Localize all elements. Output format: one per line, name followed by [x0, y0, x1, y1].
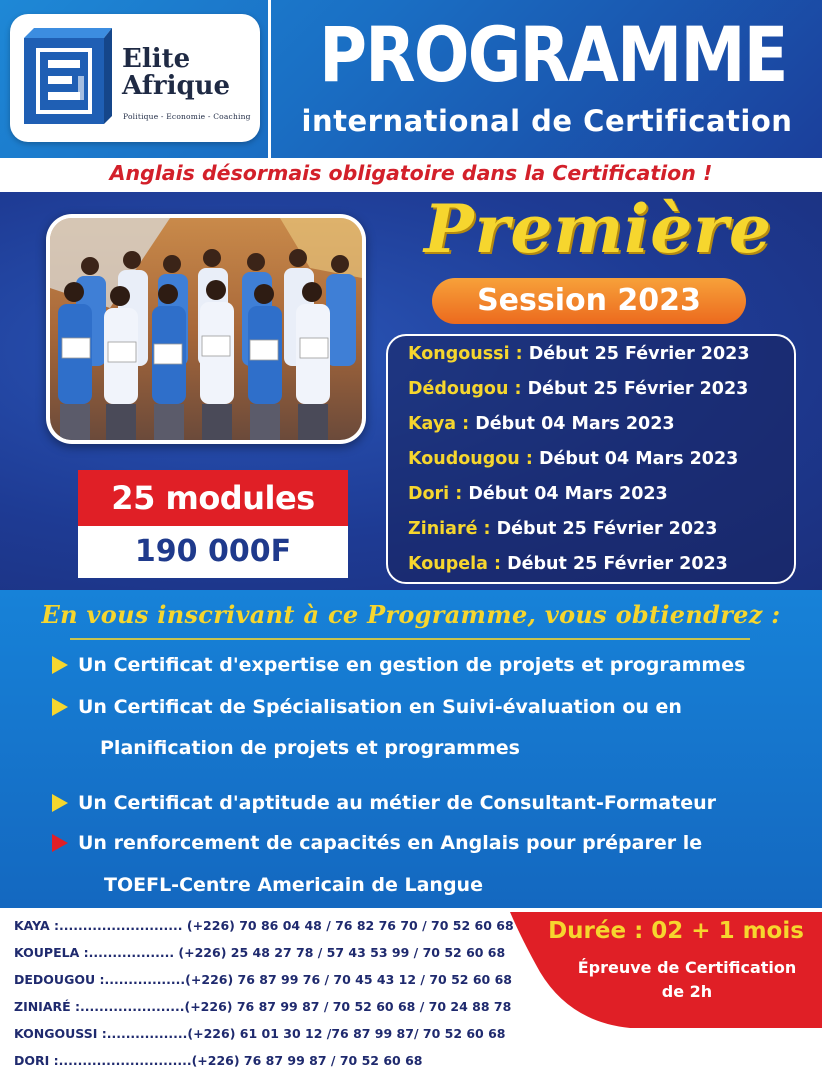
graduates-photo-frame — [46, 214, 366, 444]
contact-line: KAYA :.......................... (+226) 70 86 04 48 / 76 82 76 70 / 70 52 60 68 — [14, 918, 514, 933]
benefit-item: Un renforcement de capacités en Anglais pour préparer le — [78, 832, 703, 854]
city-name: Koupela : — [408, 554, 502, 574]
city-row — [408, 519, 717, 539]
benefit-item-continued: Planification de projets et programmes — [100, 737, 520, 759]
city-date: Début 25 Février 2023 — [528, 344, 750, 364]
logo-tagline: Politique - Economie - Coaching — [123, 112, 251, 121]
slogan-text: Anglais désormais obligatoire dans la Certification ! — [109, 161, 713, 185]
benefit-item: Un Certificat d'expertise en gestion de projets et programmes — [78, 654, 746, 676]
contact-line: DEDOUGOU :.................(+226) 76 87 99 76 / 70 45 43 12 / 70 52 60 68 — [14, 972, 512, 987]
elite-afrique-logo-icon — [24, 28, 112, 128]
premiere-heading: Première — [423, 190, 773, 268]
city-schedule-box — [386, 334, 796, 584]
yellow-arrow-icon — [52, 656, 68, 674]
city-date: Début 25 Février 2023 — [507, 554, 728, 574]
city-name: Dori : — [408, 484, 463, 504]
contact-line: DORI :............................(+226) 76 87 99 87 / 70 52 60 68 — [14, 1053, 423, 1068]
program-title: PROGRAMME — [319, 10, 787, 99]
exam-line2: de 2h — [661, 982, 713, 1001]
city-name: Kaya : — [408, 414, 470, 434]
benefits-underline — [70, 638, 750, 640]
graduates-photo — [50, 218, 362, 440]
session-badge: Session 2023 — [432, 278, 746, 324]
exam-line1: Épreuve de Certification — [577, 958, 797, 977]
exam-info — [552, 956, 822, 1004]
city-name: Kongoussi : — [408, 344, 523, 364]
city-row — [408, 414, 675, 434]
modules-count: 25 modules — [78, 470, 348, 526]
logo-name-line2: Afrique — [122, 71, 231, 101]
benefit-item: Un Certificat d'aptitude au métier de Consultant-Formateur — [78, 792, 716, 814]
city-name: Ziniaré : — [408, 519, 491, 539]
duration-title: Durée : 02 + 1 mois — [548, 918, 804, 944]
city-date: Début 25 Février 2023 — [496, 519, 718, 539]
contact-line: ZINIARÉ :......................(+226) 76 87 99 87 / 70 52 60 68 / 70 24 88 78 — [14, 999, 512, 1014]
yellow-arrow-icon — [52, 794, 68, 812]
header-divider — [268, 0, 271, 158]
city-date: Début 25 Février 2023 — [527, 379, 749, 399]
city-row — [408, 379, 748, 399]
logo-card — [10, 14, 260, 142]
benefits-heading: En vous inscrivant à ce Programme, vous obtiendrez : — [41, 600, 781, 629]
benefit-item: Un Certificat de Spécialisation en Suivi-évaluation ou en — [78, 696, 682, 718]
city-row — [408, 344, 750, 364]
city-date: Début 04 Mars 2023 — [475, 414, 675, 434]
program-price: 190 000F — [134, 534, 292, 569]
city-date: Début 04 Mars 2023 — [468, 484, 668, 504]
city-name: Dédougou : — [408, 379, 522, 399]
yellow-arrow-icon — [52, 698, 68, 716]
benefit-item-continued: TOEFL-Centre Americain de Langue — [104, 874, 483, 896]
city-date: Début 04 Mars 2023 — [538, 449, 739, 469]
red-arrow-icon — [52, 834, 68, 852]
logo-name — [122, 46, 230, 100]
offer-box — [78, 470, 348, 578]
contact-line: KOUPELA :.................. (+226) 25 48 27 78 / 57 43 53 99 / 70 52 60 68 — [14, 945, 506, 960]
contact-line: KONGOUSSI :.................(+226) 61 01 30 12 /76 87 99 87/ 70 52 60 68 — [14, 1026, 506, 1041]
city-row — [408, 554, 728, 574]
city-name: Koudougou : — [408, 449, 533, 469]
program-subtitle: international de Certification — [301, 104, 793, 138]
logo-name-line1: Elite — [122, 44, 191, 74]
city-row — [408, 449, 738, 469]
city-row — [408, 484, 668, 504]
